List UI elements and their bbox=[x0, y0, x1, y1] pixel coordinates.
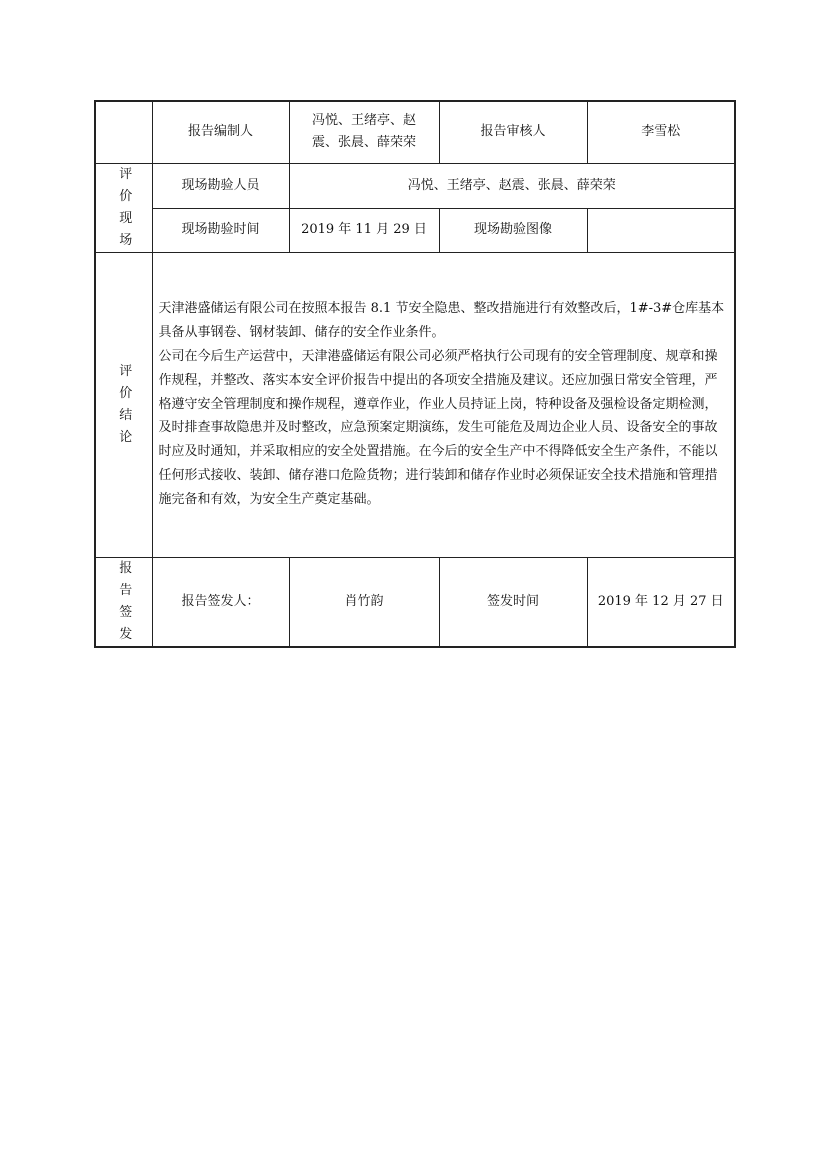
issue-header-line1: 报 告 bbox=[119, 560, 143, 598]
reviewer-label: 报告审核人 bbox=[439, 101, 587, 163]
site-header-line1: 评 价 bbox=[119, 166, 143, 204]
issuer-value: 肖竹韵 bbox=[289, 557, 439, 647]
compiler-label: 报告编制人 bbox=[152, 101, 289, 163]
conclusion-text bbox=[152, 252, 735, 557]
table-row-issue bbox=[95, 557, 735, 647]
site-section-header bbox=[95, 163, 152, 252]
issue-time-label: 签发时间 bbox=[439, 557, 587, 647]
survey-time-value: 2019 年 11 月 29 日 bbox=[289, 209, 439, 252]
compiler-value-line1: 冯悦、王绪亭、赵 bbox=[311, 113, 416, 129]
site-header-line2: 现 场 bbox=[119, 210, 143, 248]
table-row-conclusion bbox=[95, 252, 735, 557]
issue-header-line2: 签 发 bbox=[119, 604, 143, 642]
conclusion-header-line2: 结 论 bbox=[119, 407, 143, 445]
survey-staff-label: 现场勘验人员 bbox=[152, 163, 289, 209]
issuer-label: 报告签发人： bbox=[152, 557, 289, 647]
compiler-value-line2: 震、张晨、薛荣荣 bbox=[311, 135, 416, 151]
table-row-survey-staff bbox=[95, 163, 735, 209]
survey-staff-value: 冯悦、王绪亭、赵震、张晨、薛荣荣 bbox=[289, 163, 735, 209]
survey-image-value bbox=[587, 209, 735, 252]
survey-time-label: 现场勘验时间 bbox=[152, 209, 289, 252]
issue-section-header bbox=[95, 557, 152, 647]
empty-header-cell bbox=[95, 101, 152, 163]
conclusion-section-header bbox=[95, 252, 152, 557]
conclusion-paragraph-2: 公司在今后生产运营中，天津港盛储运有限公司必须严格执行公司现有的安全管理制度、规章和操作规程，并整改、落实本安全评价报告中提出的各项安全措施及建议。还应加强日常安全管理，严格遵守安全管理制度和操作规程，遵章作业，作业人员持证上岗，特种设备及强检设备定期检测，及时排查事故隐患并及时整改，应急预案定期演练，发生可能危及周边企业人员、设备安全的事故时应及时通知，并采取相应的安全处置措施。在今后的安全生产中不得降低安全生产条件，不能以任何形式接收、装卸、储存港口危险货物；进行装卸和储存作业时必须保证安全技术措施和管理措施完备和有效，为安全生产奠定基础。 bbox=[158, 348, 718, 508]
table-row-survey-time bbox=[95, 209, 735, 252]
survey-image-label: 现场勘验图像 bbox=[439, 209, 587, 252]
conclusion-header-line1: 评 价 bbox=[119, 363, 143, 401]
safety-evaluation-report-table bbox=[94, 100, 736, 648]
compiler-value bbox=[289, 101, 439, 163]
table-row-report-staff bbox=[95, 101, 735, 163]
reviewer-value: 李雪松 bbox=[587, 101, 735, 163]
issue-time-value: 2019 年 12 月 27 日 bbox=[587, 557, 735, 647]
conclusion-paragraph-1: 天津港盛储运有限公司在按照本报告 8.1 节安全隐患、整改措施进行有效整改后，1#-3#仓库基本具备从事钢卷、钢材装卸、储存的安全作业条件。 bbox=[158, 300, 725, 340]
